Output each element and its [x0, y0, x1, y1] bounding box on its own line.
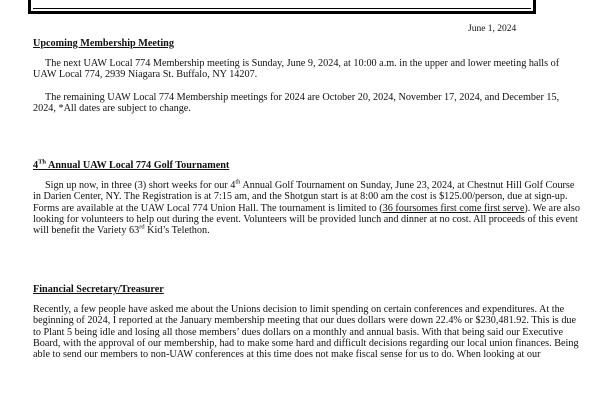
issue-date: June 1, 2024: [468, 24, 517, 34]
golf-heading-sup: Th: [38, 158, 47, 166]
golf-text-c: ). We are also looking for volunteers to help out during the event. Volunteers will be provided lunch and dinner at no cost. All proceeds of this event will benefit the Variety 63: [33, 202, 580, 237]
finance-paragraph: Recently, a few people have asked me about the Unions decision to limit spending on certain conferences and expenditures. At the beginning of 2024, I reported at the January membership meeting that our dues dollars were down 22.4% or $230,481.92. This is due to Plant 5 being idle and losing all those members’ dues dollars on a monthly and annual basis. With that being said our Executive Board, with the approval of our membership, had to make some hard and difficult decisions regarding our local union finances. Being able to send our members to non-UAW conferences at this time does not make fiscal sense for us to do. When looking at our: [33, 304, 579, 361]
golf-text-d: Kid’s Telethon.: [144, 225, 210, 237]
golf-text-b: Annual Golf Tournament on Sunday, June 23, 2024, at Chestnut Hill Golf Course in Darien Center, NY. The Registration is at 7:15 am, and the Shotgun start is at 8:00 am the cost is $125.00/person, due at sign-up. Forms are available at the UAW Local 774 Union Hall. The tournament is limited to (: [33, 180, 575, 214]
golf-heading: [33, 160, 229, 171]
golf-section: [33, 160, 581, 236]
meeting-section: [33, 38, 581, 114]
meeting-paragraph-2: The remaining UAW Local 774 Membership meetings for 2024 are October 20, 2024, November 17, 2024, and December 15, 2024, *All dates are subject to change.: [33, 91, 560, 114]
golf-sup-2: rd: [139, 223, 145, 231]
golf-text-a: Sign up now, in three (3) short weeks for our 4: [45, 180, 236, 192]
golf-heading-ordinal: 4: [33, 160, 39, 171]
golf-paragraph: [33, 180, 581, 236]
finance-section: [33, 284, 581, 360]
golf-heading-title: Annual UAW Local 774 Golf Tournament: [46, 160, 230, 171]
newsletter-header-box: [28, 0, 536, 14]
finance-heading: Financial Secretary/Treasurer: [33, 284, 164, 295]
meeting-heading: Upcoming Membership Meeting: [33, 38, 174, 49]
meeting-paragraph-1: The next UAW Local 774 Membership meeting is Sunday, June 9, 2024, at 10:00 a.m. in the upper and lower meeting halls of UAW Local 774, 2939 Niagara St. Buffalo, NY 14207.: [33, 58, 560, 81]
golf-foursomes-underlined: 36 foursomes first come first serve: [382, 202, 525, 214]
golf-sup-1: th: [235, 178, 241, 186]
